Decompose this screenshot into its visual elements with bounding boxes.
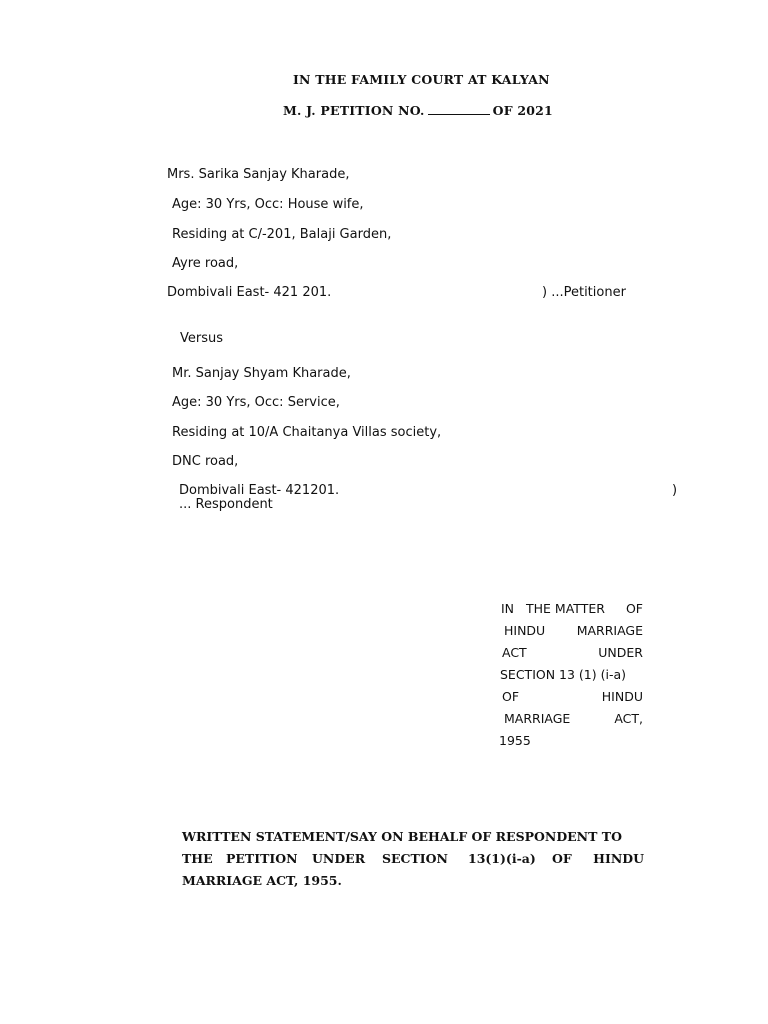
matter-word: HINDU (601, 689, 643, 704)
matter-word: 1955 (499, 733, 531, 748)
matter-line-7 (498, 732, 643, 754)
versus-label: Versus (180, 331, 224, 346)
ws-line-1 (182, 828, 644, 850)
petitioner-residence: Residing at C/-201, Balaji Garden, (172, 227, 392, 242)
matter-word: ACT (502, 645, 527, 660)
ws-line-2 (182, 850, 644, 872)
respondent-road: DNC road, (172, 454, 239, 469)
petitioner-city: Dombivali East- 421 201. (167, 285, 332, 300)
matter-word: HINDU (504, 623, 546, 638)
ws-word: OF (552, 851, 572, 866)
ws-text: WRITTEN STATEMENT/SAY ON BEHALF OF RESPONDENT TO (182, 829, 622, 844)
matter-word: OF (625, 601, 643, 616)
petition-number-line (283, 103, 553, 119)
matter-block (498, 600, 643, 754)
ws-word: UNDER (312, 851, 366, 866)
petition-number-prefix: M. J. PETITION NO. (283, 103, 425, 118)
petitioner-road: Ayre road, (172, 256, 239, 271)
respondent-city: Dombivali East- 421201. (179, 483, 340, 498)
ws-word: 13(1)(i-a) (468, 851, 536, 866)
respondent-residence: Residing at 10/A Chaitanya Villas society, (172, 425, 442, 440)
written-statement-title (182, 828, 644, 894)
matter-word: THE MATTER (526, 601, 605, 616)
court-title: IN THE FAMILY COURT AT KALYAN (293, 72, 550, 87)
matter-word: MARRIAGE (576, 623, 643, 638)
matter-word: IN (501, 601, 515, 616)
petition-number-suffix: OF 2021 (492, 103, 553, 118)
matter-line-3 (498, 644, 643, 666)
matter-line-5 (498, 688, 643, 710)
respondent-bracket: ) (672, 483, 678, 498)
matter-line-6 (498, 710, 643, 732)
matter-line-1 (498, 600, 643, 622)
matter-word: SECTION 13 (1) (i-a) (500, 667, 627, 682)
matter-line-4 (498, 666, 643, 688)
petitioner-role: ) ...Petitioner (542, 285, 626, 300)
ws-word: THE (182, 851, 213, 866)
respondent-name: Mr. Sanjay Shyam Kharade, (172, 366, 351, 381)
matter-word: OF (502, 689, 520, 704)
ws-word: PETITION (226, 851, 298, 866)
ws-word: HINDU (593, 851, 644, 866)
ws-text: MARRIAGE ACT, 1955. (182, 873, 342, 888)
matter-word: ACT, (614, 711, 643, 726)
petition-number-blank (428, 104, 490, 115)
petitioner-name: Mrs. Sarika Sanjay Kharade, (167, 167, 350, 182)
respondent-role: ... Respondent (179, 497, 273, 512)
ws-line-3 (182, 872, 644, 894)
matter-word: UNDER (598, 645, 643, 660)
matter-line-2 (498, 622, 643, 644)
respondent-age-occupation: Age: 30 Yrs, Occ: Service, (172, 395, 340, 410)
matter-word: MARRIAGE (504, 711, 571, 726)
ws-word: SECTION (382, 851, 448, 866)
petitioner-age-occupation: Age: 30 Yrs, Occ: House wife, (172, 197, 364, 212)
